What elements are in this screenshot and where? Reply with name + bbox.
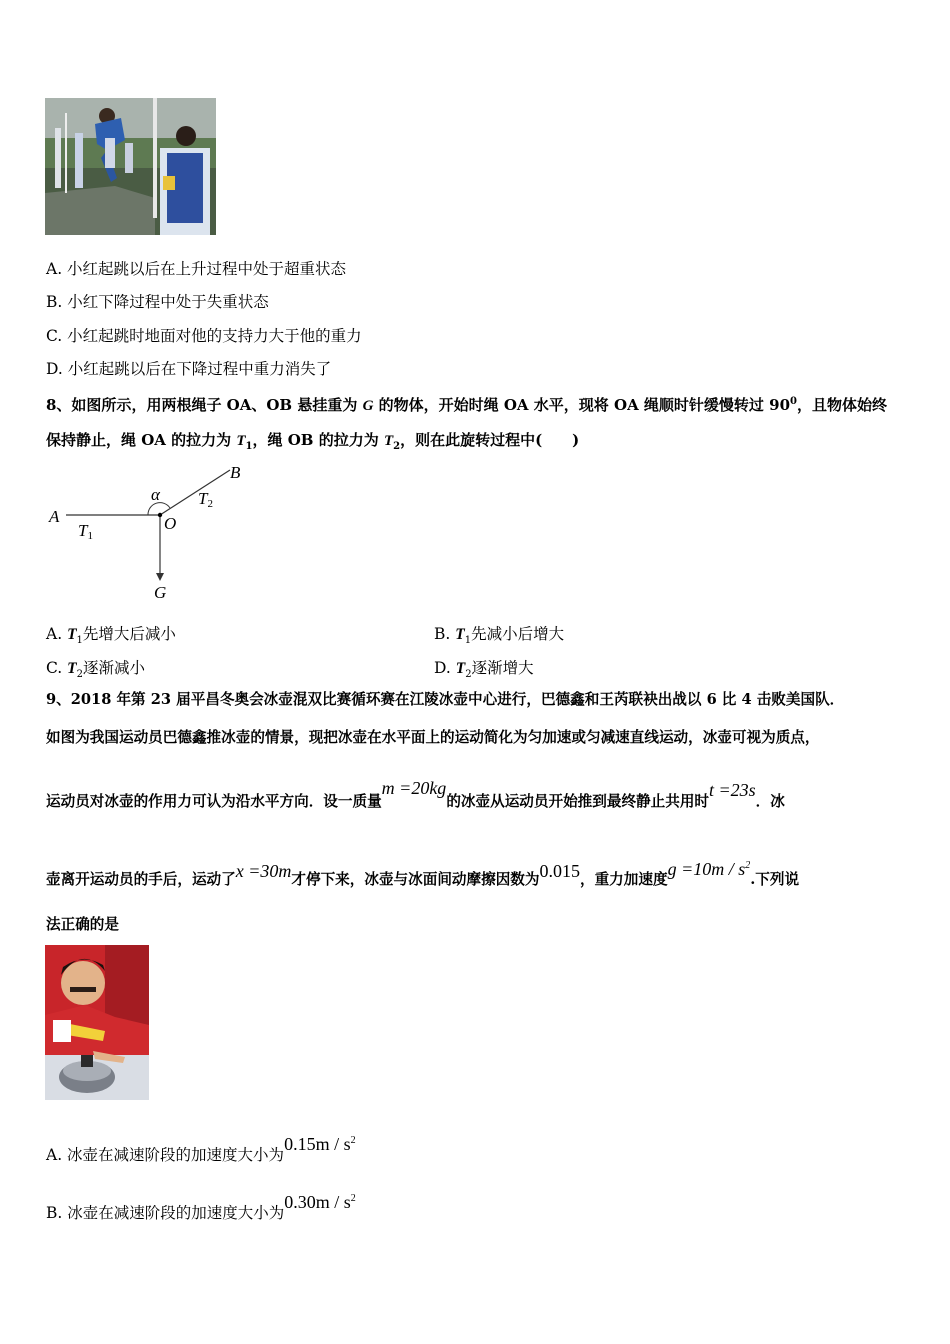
friction-coefficient: 0.015 — [539, 861, 580, 881]
high-jump-photo — [45, 98, 216, 235]
distance-formula: x =30m — [235, 861, 292, 881]
q9-stem-line3: 运动员对冰壶的作用力可认为沿水平方向．设一质量m =20kg的冰壶从运动员开始推到最终静止共用时t =23s．冰 — [46, 778, 785, 810]
q7-option-a: A. 小红起跳以后在上升过程中处于超重状态 — [46, 260, 347, 278]
label-b: B — [230, 463, 241, 482]
q8-stem-line2: 保持静止，绳 OA 的拉力为 $T_1$，绳 OB 的拉力为 $T_2$，则在此旋转过程中( ) — [46, 431, 580, 452]
q9-option-a-value: $0.15m / s^2$ — [284, 1134, 356, 1154]
q7-option-b: B. 小红下降过程中处于失重状态 — [46, 293, 269, 311]
label-alpha: α — [151, 485, 160, 504]
label-t1: T1 — [78, 521, 93, 542]
q9-stem-line2: 如图为我国运动员巴德鑫推冰壶的情景，现把冰壶在水平面上的运动简化为匀加速或匀减速直线运动，冰壶可视为质点， — [46, 729, 820, 746]
q8-stem-line1: 8、如图所示，用两根绳子 OA、OB 悬挂重为 G 的物体，开始时绳 OA 水平，现将 OA 绳顺时针缓慢转过 $90^0$，且物体始终 — [46, 396, 888, 414]
q7-option-d: D. 小红起跳以后在下降过程中重力消失了 — [46, 360, 332, 378]
q8-option-d: D. $T_2$逐渐增大 — [434, 659, 534, 681]
point-o — [158, 513, 162, 517]
q9-stem-line4: 壶离开运动员的手后，运动了x =30m才停下来，冰壶与冰面间动摩擦因数为0.015，重力加速度$g =10m / s^2$.下列说 — [46, 859, 800, 888]
label-g: G — [154, 583, 167, 602]
q9-stem-line5: 法正确的是 — [46, 916, 119, 933]
gravity-formula: $g =10m / s^2$ — [667, 859, 751, 879]
q8-option-b: B. $T_1$先减小后增大 — [434, 625, 565, 647]
q9-option-b-value: $0.30m / s^2$ — [284, 1192, 356, 1212]
mass-formula: m =20kg — [381, 778, 447, 798]
q9-option-b: B. 冰壶在减速阶段的加速度大小为$0.30m / s^2$ — [46, 1192, 356, 1222]
time-formula: t =23s — [709, 780, 756, 800]
q8-option-a: A. $T_1$先增大后减小 — [46, 625, 176, 647]
rope-ob — [160, 470, 230, 515]
label-o: O — [164, 514, 177, 533]
label-t2: T2 — [198, 489, 213, 510]
q9-stem-line1: 9、2018 年第 23 届平昌冬奥会冰壶混双比赛循环赛在江陵冰壶中心进行，巴德鑫和王芮联袂出战以 6 比 4 击败美国队． — [46, 691, 845, 708]
weight-arrowhead — [156, 573, 164, 581]
label-a: A — [49, 507, 60, 526]
q7-option-c: C. 小红起跳时地面对他的支持力大于他的重力 — [46, 327, 362, 345]
q9-option-a: A. 冰壶在减速阶段的加速度大小为$0.15m / s^2$ — [46, 1134, 356, 1164]
curling-photo — [45, 945, 149, 1100]
force-diagram — [44, 460, 264, 605]
q8-option-c: C. $T_2$逐渐减小 — [46, 659, 146, 681]
